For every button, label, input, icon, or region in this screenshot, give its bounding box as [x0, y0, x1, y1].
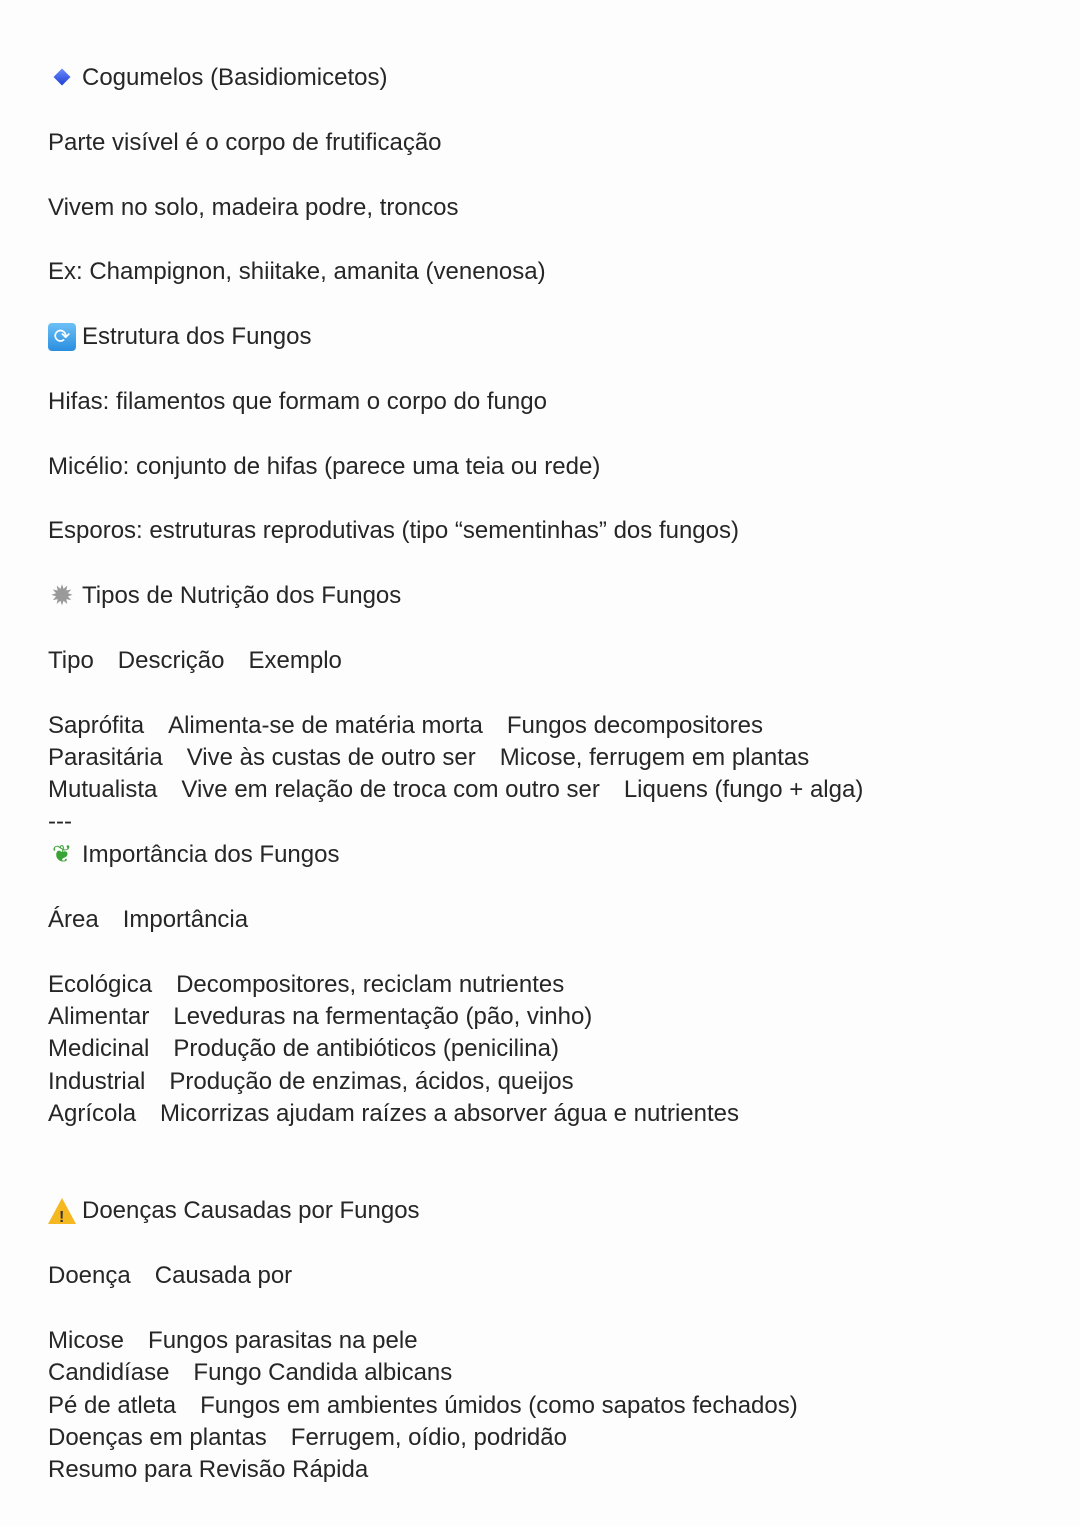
- table-cell: Fungos decompositores: [506, 712, 763, 739]
- diamond-icon: [48, 64, 76, 92]
- table-row: [48, 906, 272, 934]
- table-cell: Parasitária: [48, 744, 163, 771]
- table-cell: Vive em relação de troca com outro ser: [181, 776, 600, 803]
- table-cell: Pé de atleta: [48, 1392, 177, 1419]
- table-cell: Fungos em ambientes úmidos (como sapatos fechados): [200, 1392, 798, 1419]
- table-row: [48, 1262, 316, 1290]
- table-cell: Exemplo: [248, 647, 342, 674]
- table-row: [48, 1392, 822, 1420]
- table-row: [48, 1068, 598, 1096]
- table-row: [48, 1035, 583, 1063]
- warning-icon: !: [48, 1198, 76, 1224]
- table-cell: Ecológica: [48, 971, 153, 998]
- table-cell: Descrição: [117, 647, 225, 674]
- text-line: [48, 453, 600, 481]
- table-cell: Micorrizas ajudam raízes a absorver água e nutrientes: [160, 1100, 739, 1127]
- text-line: [48, 194, 458, 222]
- table-cell: Vive às custas de outro ser: [186, 744, 476, 771]
- table-cell: Industrial: [48, 1068, 146, 1095]
- text-line: [48, 517, 739, 545]
- table-cell: Alimenta-se de matéria morta: [168, 712, 483, 739]
- text-line: [48, 1456, 368, 1484]
- text-line: [48, 129, 442, 157]
- section-heading: [48, 1197, 420, 1225]
- paragraph-text: ---: [48, 808, 72, 835]
- table-row: [48, 1100, 763, 1128]
- table-cell: Agrícola: [48, 1100, 137, 1127]
- heading-text: Tipos de Nutrição dos Fungos: [82, 582, 402, 609]
- table-cell: Alimentar: [48, 1003, 150, 1030]
- section-heading: [48, 64, 387, 92]
- table-cell: Doenças em plantas: [48, 1424, 267, 1451]
- table-cell: Saprófita: [48, 712, 145, 739]
- table-cell: Decompositores, reciclam nutrientes: [176, 971, 565, 998]
- text-line: [48, 388, 547, 416]
- table-cell: Tipo: [48, 647, 94, 674]
- section-heading: [48, 582, 401, 610]
- paragraph-text: Micélio: conjunto de hifas (parece uma teia ou rede): [48, 453, 601, 480]
- paragraph-text: Resumo para Revisão Rápida: [48, 1456, 369, 1483]
- table-row: [48, 1327, 442, 1355]
- table-cell: Mutualista: [48, 776, 158, 803]
- heading-text: Cogumelos (Basidiomicetos): [82, 64, 388, 91]
- table-cell: Fungo Candida albicans: [193, 1359, 453, 1386]
- paragraph-text: Ex: Champignon, shiitake, amanita (venenosa): [48, 258, 546, 285]
- section-heading: [48, 841, 339, 869]
- table-cell: Micose: [48, 1327, 125, 1354]
- table-row: [48, 776, 887, 804]
- table-cell: Medicinal: [48, 1035, 150, 1062]
- table-row: [48, 1359, 476, 1387]
- heading-text: Doenças Causadas por Fungos: [82, 1197, 420, 1224]
- table-row: [48, 971, 588, 999]
- table-cell: Importância: [122, 906, 249, 933]
- section-heading: [48, 323, 311, 351]
- table-row: [48, 647, 366, 675]
- table-row: [48, 712, 787, 740]
- paragraph-text: Vivem no solo, madeira podre, troncos: [48, 194, 459, 221]
- table-cell: Causada por: [154, 1262, 293, 1289]
- gear-icon: ✹: [50, 580, 74, 611]
- table-cell: Doença: [48, 1262, 131, 1289]
- sprout-icon: ❦: [51, 841, 73, 868]
- table-cell: Candidíase: [48, 1359, 170, 1386]
- cycle-arrows-icon: ⟳: [48, 323, 76, 351]
- paragraph-text: Hifas: filamentos que formam o corpo do fungo: [48, 388, 547, 415]
- table-cell: Micose, ferrugem em plantas: [499, 744, 810, 771]
- table-row: [48, 1424, 591, 1452]
- table-cell: Ferrugem, oídio, podridão: [290, 1424, 567, 1451]
- text-line: [48, 808, 72, 836]
- table-cell: Liquens (fungo + alga): [623, 776, 864, 803]
- table-cell: Fungos parasitas na pele: [148, 1327, 418, 1354]
- table-cell: Produção de enzimas, ácidos, queijos: [169, 1068, 574, 1095]
- table-cell: Leveduras na fermentação (pão, vinho): [173, 1003, 593, 1030]
- heading-text: Importância dos Fungos: [82, 841, 340, 868]
- table-row: [48, 1003, 616, 1031]
- heading-text: Estrutura dos Fungos: [82, 323, 312, 350]
- table-cell: Área: [48, 906, 99, 933]
- table-cell: Produção de antibióticos (penicilina): [173, 1035, 559, 1062]
- table-row: [48, 744, 833, 772]
- text-line: [48, 258, 546, 286]
- paragraph-text: Parte visível é o corpo de frutificação: [48, 129, 442, 156]
- paragraph-text: Esporos: estruturas reprodutivas (tipo “sementinhas” dos fungos): [48, 517, 739, 544]
